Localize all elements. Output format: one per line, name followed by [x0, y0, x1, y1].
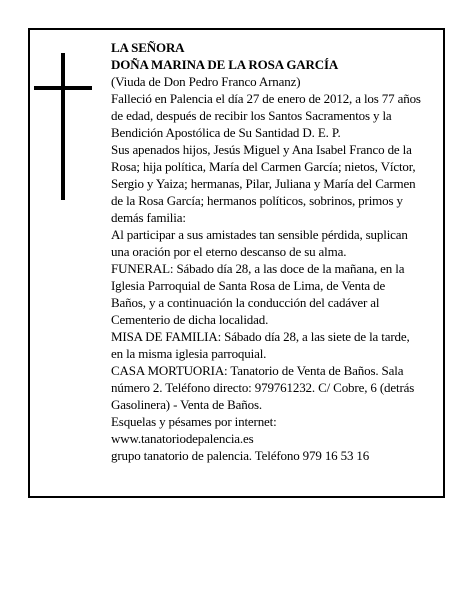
website-link[interactable]: www.tanatoriodepalencia.es	[111, 431, 254, 446]
family-paragraph: Sus apenados hijos, Jesús Miguel y Ana Isabel Franco de la Rosa; hija política, María del Carmen García; nietos, Víctor, Sergio y Yaiza; hermanas, Pilar, Juliana y María del Carmen de la Rosa García; hermanos políticos, sobrinos, primos y demás familia:	[111, 142, 416, 225]
internet-label: Esquelas y pésames por internet:	[111, 414, 277, 429]
widow-note: (Viuda de Don Pedro Franco Arnanz)	[111, 74, 301, 89]
family-mass-info: MISA DE FAMILIA: Sábado día 28, a las siete de la tarde, en la misma iglesia parroquial.	[111, 329, 410, 361]
title-line: LA SEÑORA	[111, 40, 185, 55]
funeral-info: FUNERAL: Sábado día 28, a las doce de la mañana, en la Iglesia Parroquial de Santa Rosa de Lima, de Venta de Baños, y a continuación la conducción del cadáver al Cementerio de dicha localidad.	[111, 261, 405, 327]
cross-vertical-bar	[61, 53, 65, 200]
cross-icon	[34, 53, 92, 200]
group-contact: grupo tanatorio de palencia. Teléfono 979 16 53 16	[111, 448, 370, 463]
obituary-text	[111, 39, 423, 464]
deceased-name: DOÑA MARINA DE LA ROSA GARCÍA	[111, 57, 339, 72]
cross-horizontal-bar	[34, 86, 92, 90]
prayer-request: Al participar a sus amistades tan sensible pérdida, suplican una oración por el eterno descanso de su alma.	[111, 227, 408, 259]
funeral-home-info: CASA MORTUORIA: Tanatorio de Venta de Baños. Sala número 2. Teléfono directo: 979761232. C/ Cobre, 6 (detrás Gasolinera) - Venta de Baños.	[111, 363, 415, 412]
death-paragraph: Falleció en Palencia el día 27 de enero de 2012, a los 77 años de edad, después de recibir los Santos Sacramentos y la Bendición Apostólica de Su Santidad D. E. P.	[111, 91, 421, 140]
